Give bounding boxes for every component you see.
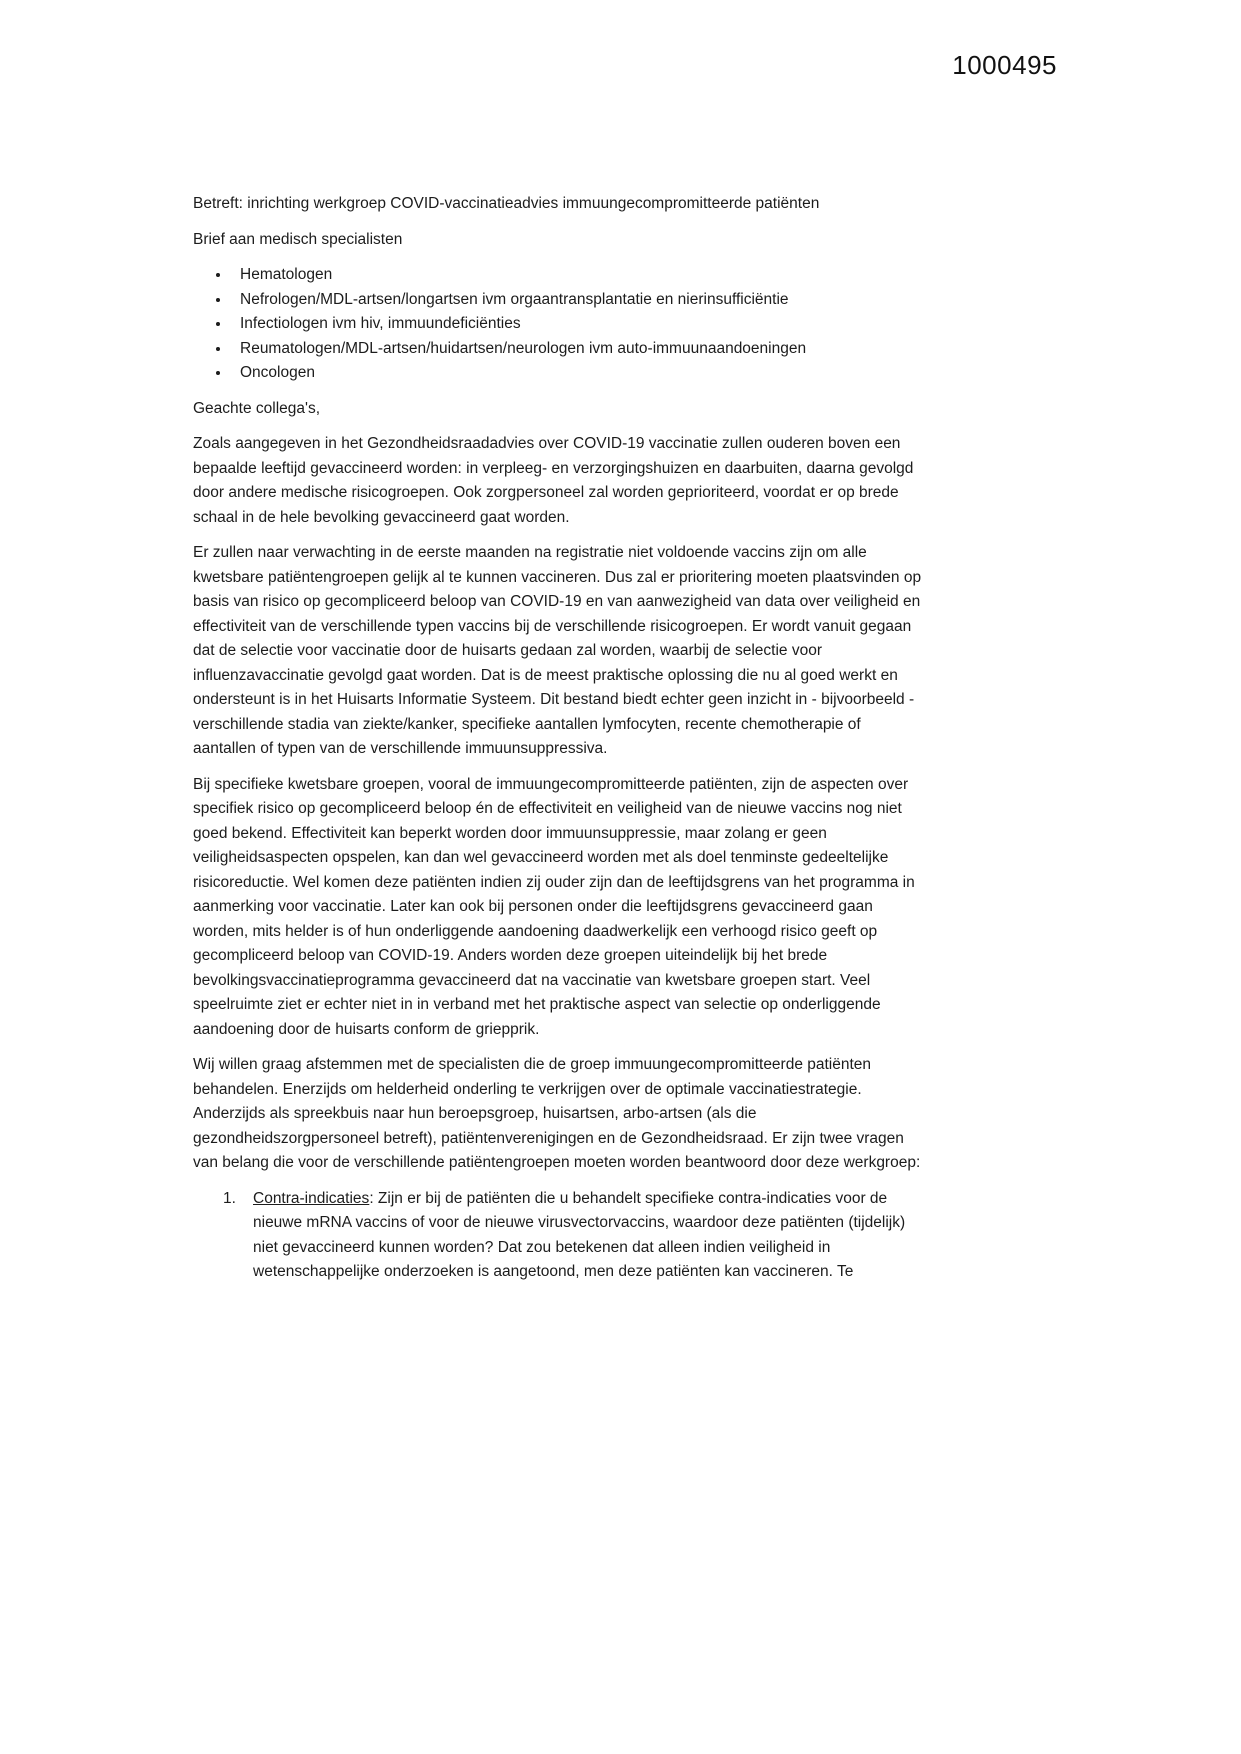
list-item-oncologen: • Oncologen <box>231 361 925 386</box>
item-text: : Zijn er bij de patiënten die u behandelt specifieke contra-indicaties voor de nieuwe mRNA vaccins of voor de nieuwe virusvectorvaccins, waardoor deze patiënten (tijdelijk) niet gevaccineerd kunnen worden? Dat zou betekenen dat alleen indien veiligheid in wetenschappelijke onderzoeken is aangetoond, men deze patiënten kan vaccineren. Te <box>253 1189 906 1280</box>
item-body <box>253 1187 925 1285</box>
body-paragraph-4: Wij willen graag afstemmen met de specialisten die de groep immuungecompromitteerde patiënten behandelen. Enerzijds om helderheid onderling te verkrijgen over de optimale vaccinatiestrategie. Anderzijds als spreekbuis naar hun beroepsgroep, huisartsen, arbo-artsen (als die gezondheidszorgpersoneel betreft), patiëntenverenigingen en de Gezondheidsraad. Er zijn twee vragen van belang die voor de verschillende patiëntengroepen moeten worden beantwoord door deze werkgroep: <box>193 1056 921 1171</box>
addressee-line: Brief aan medisch specialisten <box>193 230 403 248</box>
list-item-hematologen: • Hematologen <box>231 263 925 288</box>
document-number: 1000495 <box>952 50 1057 80</box>
body-paragraph-1: Zoals aangegeven in het Gezondheidsraadadvies over COVID-19 vaccinatie zullen ouderen boven een bepaalde leeftijd gevaccineerd worden: in verpleeg- en verzorgingshuizen en daarbuiten, daarna gevolgd door andere medische risicogroepen. Ook zorgpersoneel zal worden geprioriteerd, voordat er op brede schaal in de hele bevolking gevaccineerd gaat worden. <box>193 435 914 526</box>
body-paragraph-3: Bij specifieke kwetsbare groepen, vooral de immuungecompromitteerde patiënten, zijn de aspecten over specifiek risico op gecompliceerd beloop én de effectiviteit en veiligheid van de nieuwe vaccins nog niet goed bekend. Effectiviteit kan beperkt worden door immuunsuppressie, maar zolang er geen veiligheidsaspecten opspelen, kan dan wel gevaccineerd worden met als doel tenminste gedeeltelijke risicoreductie. Wel komen deze patiënten indien zij ouder zijn dan de leeftijdsgrens van het programma in aanmerking voor vaccinatie. Later kan ook bij personen onder die leeftijdsgrens gevaccineerd gaan worden, mits helder is of hun onderliggende aandoening daadwerkelijk een verhoogd risico geeft op gecompliceerd beloop van COVID-19. Anders worden deze groepen uiteindelijk bij het brede bevolkingsvaccinatieprogramma gevaccineerd dat na vaccinatie van kwetsbare groepen start. Veel speelruimte ziet er echter niet in in verband met het praktische aspect van selectie op onderliggende aandoening door de huisarts conform de griepprik. <box>193 775 915 1038</box>
list-item-reumatologen: • Reumatologen/MDL-artsen/huidartsen/neurologen ivm auto-immuunaandoeningen <box>231 337 925 362</box>
body-paragraph-2: Er zullen naar verwachting in de eerste maanden na registratie niet voldoende vaccins zijn om alle kwetsbare patiëntengroepen gelijk al te kunnen vaccineren. Dus zal er prioritering moeten plaatsvinden op basis van risico op gecompliceerd beloop van COVID-19 en van aanwezigheid van data over veiligheid en effectiviteit van de verschillende typen vaccins bij de verschillende risicogroepen. Er wordt vanuit gegaan dat de selectie voor vaccinatie door de huisarts gedaan zal worden, waarbij de selectie voor influenzavaccinatie gevolgd gaat worden. Dat is de meest praktische oplossing die nu al goed werkt en ondersteunt is in het Huisarts Informatie Systeem. Dit bestand biedt echter geen inzicht in - bijvoorbeeld - verschillende stadia van ziekte/kanker, specifieke aantallen lymfocyten, recente chemotherapie of aantallen of typen van de verschillende immuunsuppressiva. <box>193 544 922 757</box>
item-topic-underlined: Contra-indicaties <box>253 1189 370 1207</box>
list-item-infectiologen: • Infectiologen ivm hiv, immuundeficiënties <box>231 312 925 337</box>
specialist-list <box>193 263 925 386</box>
subject-line: Betreft: inrichting werkgroep COVID-vaccinatieadvies immuungecompromitteerde patiënten <box>193 195 820 212</box>
salutation: Geachte collega's, <box>193 399 321 417</box>
list-item-nefrologen: • Nefrologen/MDL-artsen/longartsen ivm orgaantransplantatie en nierinsufficiëntie <box>231 288 925 313</box>
questions-list <box>193 1187 925 1285</box>
numbered-item-1 <box>223 1187 925 1285</box>
item-number: 1. <box>223 1189 236 1207</box>
letter-body <box>193 192 925 1285</box>
